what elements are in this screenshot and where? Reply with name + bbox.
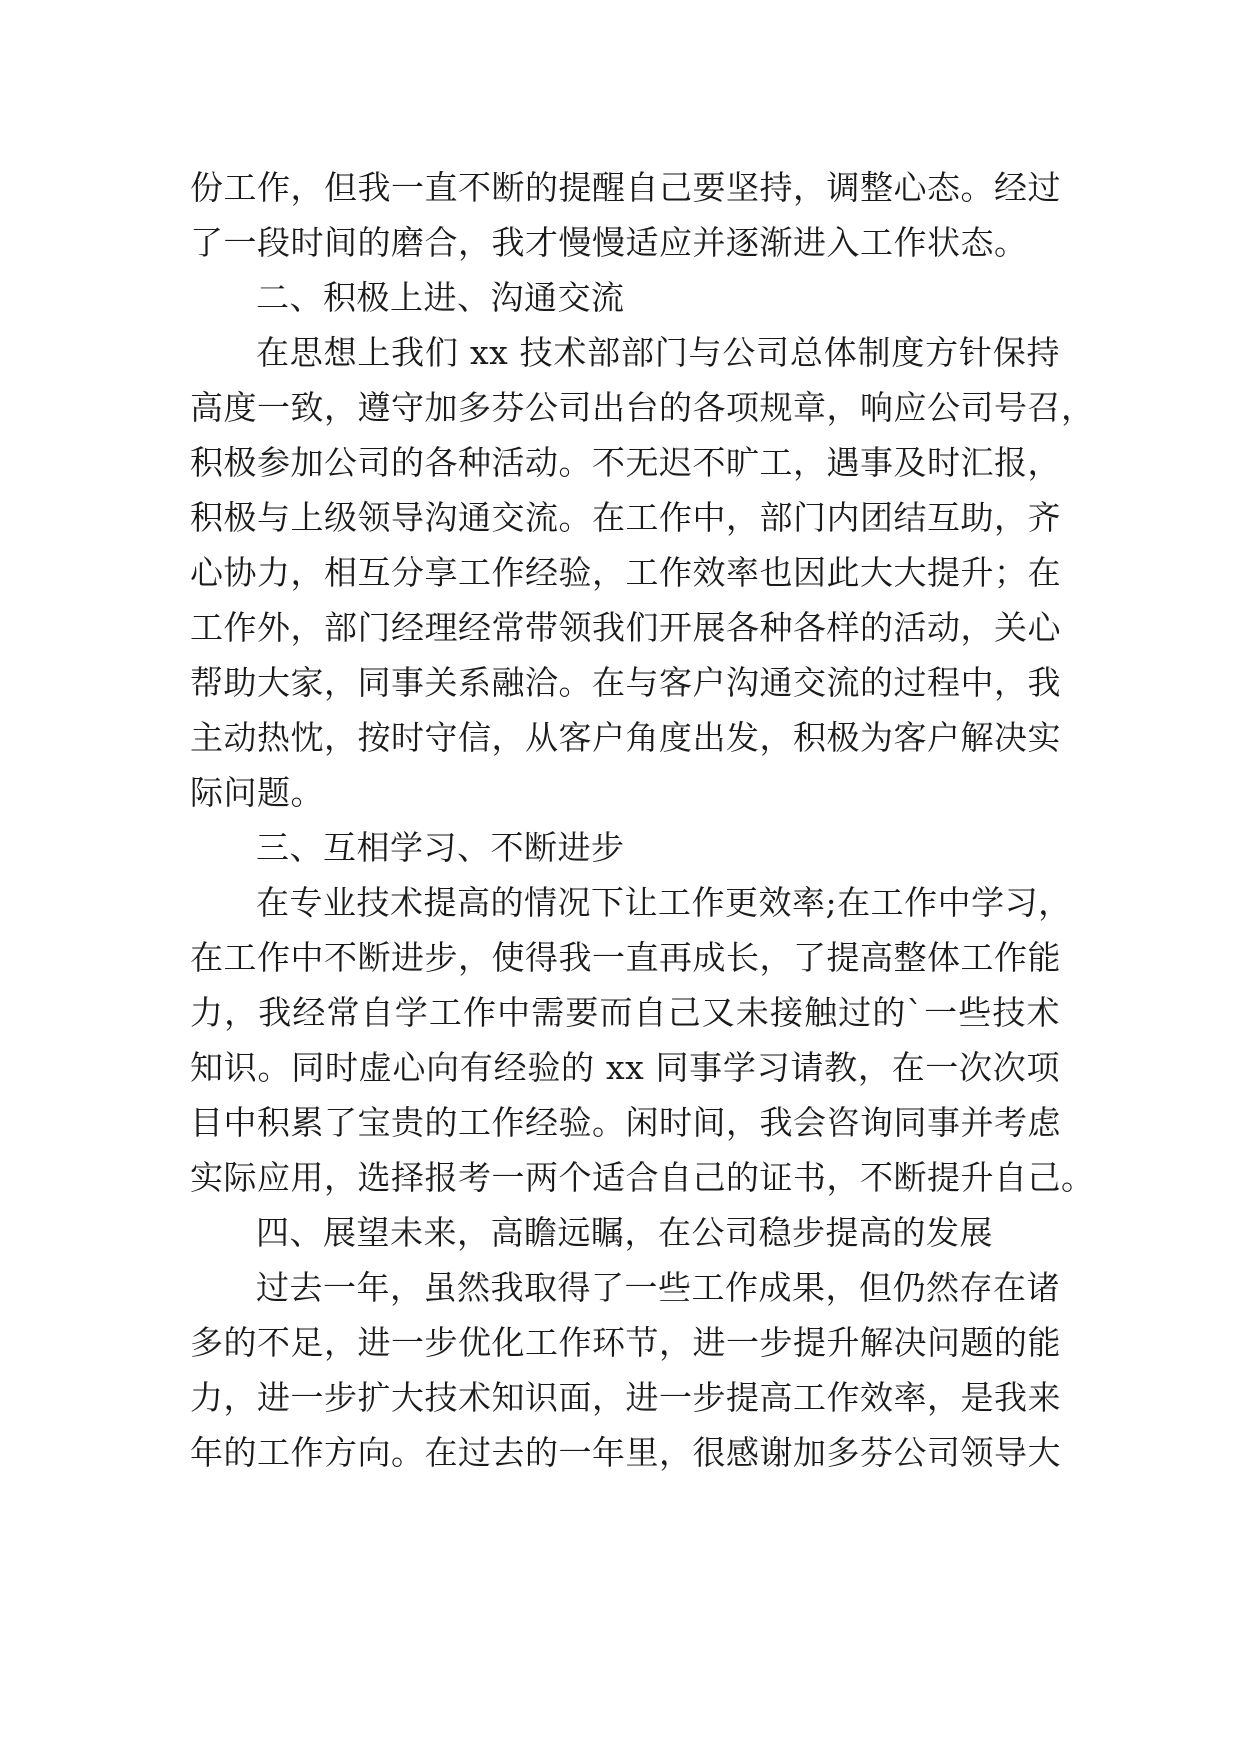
text-line: 心协力，相互分享工作经验，工作效率也因此大大提升；在	[190, 553, 1061, 592]
text-line: 积极参加公司的各种活动。不无迟不旷工，遇事及时汇报，	[190, 443, 1061, 482]
text-line: 二、积极上进、沟通交流	[256, 278, 625, 317]
text-line: 了一段时间的磨合，我才慢慢适应并逐渐进入工作状态。	[190, 223, 1028, 262]
text-line: 过去一年，虽然我取得了一些工作成果，但仍然存在诸	[256, 1268, 1060, 1307]
text-line: 四、展望未来，高瞻远瞩，在公司稳步提高的发展	[256, 1213, 993, 1252]
text-line: 份工作，但我一直不断的提醒自己要坚持，调整心态。经过	[190, 168, 1061, 207]
text-line: 在专业技术提高的情况下让工作更效率;在工作中学习，	[256, 883, 1072, 922]
text-line: 帮助大家，同事关系融洽。在与客户沟通交流的过程中，我	[190, 663, 1061, 702]
text-line: 力，进一步扩大技术知识面，进一步提高工作效率，是我来	[190, 1378, 1061, 1417]
text-line: 主动热忱，按时守信，从客户角度出发，积极为客户解决实	[190, 718, 1061, 757]
text-line: 高度一致，遵守加多芬公司出台的各项规章，响应公司号召，	[190, 388, 1095, 427]
document-body	[190, 160, 1095, 1480]
text-line: 目中积累了宝贵的工作经验。闲时间，我会咨询同事并考虑	[190, 1103, 1061, 1142]
text-line: 积极与上级领导沟通交流。在工作中，部门内团结互助，齐	[190, 498, 1061, 537]
text-line: 年的工作方向。在过去的一年里，很感谢加多芬公司领导大	[190, 1433, 1061, 1472]
text-line: 三、互相学习、不断进步	[256, 828, 625, 867]
text-line: 实际应用，选择报考一两个适合自己的证书，不断提升自己。	[190, 1158, 1095, 1197]
text-line: 际问题。	[190, 773, 324, 812]
text-line: 多的不足，进一步优化工作环节，进一步提升解决问题的能	[190, 1323, 1061, 1362]
text-line: 在工作中不断进步，使得我一直再成长，了提高整体工作能	[190, 938, 1061, 977]
text-line: 在思想上我们 xx 技术部部门与公司总体制度方针保持	[256, 333, 1060, 372]
text-line: 知识。同时虚心向有经验的 xx 同事学习请教，在一次次项	[190, 1048, 1060, 1087]
text-line: 工作外，部门经理经常带领我们开展各种各样的活动，关心	[190, 608, 1061, 647]
text-line: 力，我经常自学工作中需要而自己又未接触过的`一些技术	[190, 993, 1060, 1032]
